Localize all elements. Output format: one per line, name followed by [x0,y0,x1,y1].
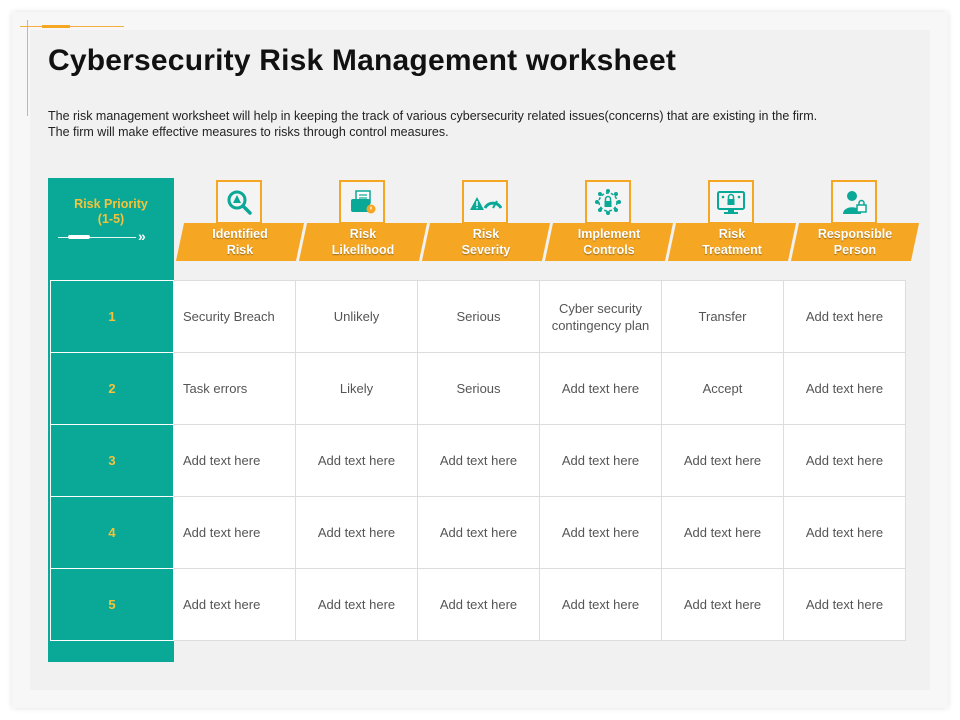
table-cell: Add text here [174,497,296,569]
table-cell: Add text here [296,569,418,641]
page-title: Cybersecurity Risk Management worksheet [48,44,677,77]
table-cell: Add text here [174,569,296,641]
table-row [51,281,906,353]
table-cell: Add text here [784,353,906,425]
table-cell: Add text here [540,569,662,641]
table-cell: Add text here [418,497,540,569]
table-cell: Likely [296,353,418,425]
table-row [51,353,906,425]
column-header-responsible-person [791,180,921,262]
risk-table [50,280,906,641]
table-cell: Add text here [174,425,296,497]
table-cell: Add text here [784,569,906,641]
magnifier-warning-icon [216,180,262,224]
table-cell: Unlikely [296,281,418,353]
column-header-identified-risk [176,180,306,262]
person-lock-icon [831,180,877,224]
monitor-lock-icon [708,180,754,224]
priority-cell: 3 [51,425,174,497]
table-cell: Add text here [662,425,784,497]
table-cell: Add text here [662,569,784,641]
table-row [51,425,906,497]
corner-accent-bar [42,25,70,28]
table-cell: Add text here [418,569,540,641]
column-label: Risk Treatment [702,227,762,257]
priority-cell: 4 [51,497,174,569]
column-label: Responsible Person [817,227,893,257]
wallet-document-icon [339,180,385,224]
corner-accent-horizontal [20,26,124,27]
risk-priority-title: Risk Priority [74,197,148,211]
column-header-risk-treatment [668,180,798,262]
column-label: Risk Likelihood [331,227,395,257]
column-header-implement-controls [545,180,675,262]
column-header-risk-severity [422,180,552,262]
priority-cell: 2 [51,353,174,425]
table-cell: Add text here [296,497,418,569]
table-cell: Add text here [296,425,418,497]
table-cell: Accept [662,353,784,425]
column-label: Identified Risk [212,227,268,257]
table-cell: Serious [418,353,540,425]
table-cell: Serious [418,281,540,353]
page-description: The risk management worksheet will help in keeping the track of various cybersecurity related issues(concerns) that are existing in the firm. The firm will make effective measures to risks through control measures. [48,109,818,139]
table-cell: Security Breach [174,281,296,353]
network-lock-icon [585,180,631,224]
column-label: Risk Severity [461,227,511,257]
table-cell: Task errors [174,353,296,425]
gauge-warning-icon [462,180,508,224]
table-cell: Add text here [784,497,906,569]
risk-priority-range: (1-5) [97,212,125,226]
table-row [51,497,906,569]
table-cell: Add text here [418,425,540,497]
table-cell: Add text here [540,425,662,497]
table-row [51,569,906,641]
table-cell: Add text here [662,497,784,569]
table-cell: Cyber security contingency plan [540,281,662,353]
table-cell: Add text here [540,497,662,569]
double-chevron-icon: » [138,228,146,244]
table-cell: Add text here [784,425,906,497]
corner-accent-vertical [27,20,28,116]
column-label: Implement Controls [577,227,641,257]
priority-cell: 1 [51,281,174,353]
column-header-risk-likelihood [299,180,429,262]
table-cell: Transfer [662,281,784,353]
priority-cell: 5 [51,569,174,641]
table-cell: Add text here [784,281,906,353]
table-cell: Add text here [540,353,662,425]
priority-slider-knob [68,235,90,239]
risk-priority-label [48,197,174,227]
